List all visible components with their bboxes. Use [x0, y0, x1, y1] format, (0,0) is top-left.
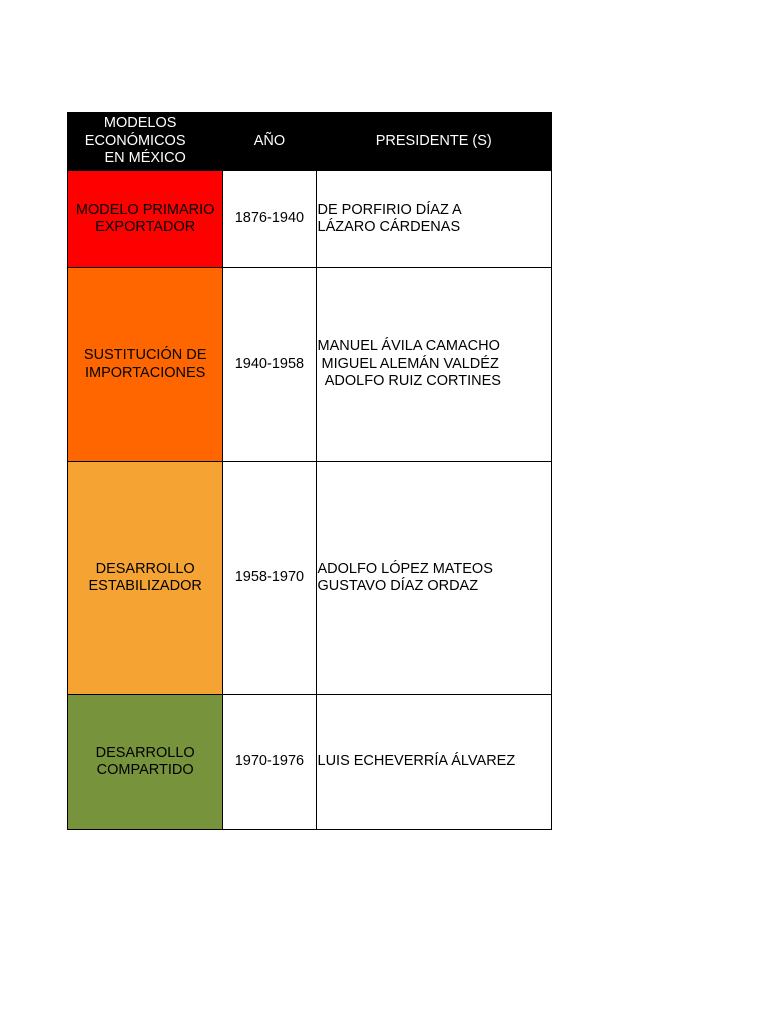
- year-cell: 1970-1976: [223, 695, 316, 830]
- president-line: ADOLFO LÓPEZ MATEOS: [317, 560, 493, 577]
- header-models-line: ECONÓMICOS: [84, 132, 186, 149]
- president-cell: [316, 462, 552, 695]
- header-models: [68, 113, 223, 171]
- president-line: DE PORFIRIO DÍAZ A: [317, 201, 462, 218]
- model-line: MODELO PRIMARIO: [75, 201, 215, 218]
- table-row: [68, 462, 552, 695]
- header-models-line: MODELOS: [103, 115, 177, 132]
- model-line: DESARROLLO: [95, 560, 195, 577]
- year-cell: 1940-1958: [223, 268, 316, 462]
- model-cell: [68, 268, 223, 462]
- header-president: PRESIDENTE (S): [316, 113, 552, 171]
- model-line: IMPORTACIONES: [85, 364, 206, 381]
- year-cell: 1876-1940: [223, 171, 316, 268]
- president-line: MANUEL ÁVILA CAMACHO: [317, 338, 500, 355]
- president-cell: [316, 171, 552, 268]
- model-line: DESARROLLO: [95, 744, 195, 761]
- president-cell: [316, 268, 552, 462]
- model-cell: [68, 695, 223, 830]
- model-line: SUSTITUCIÓN DE: [83, 347, 207, 363]
- table-body: [68, 171, 552, 830]
- economic-models-table: [67, 112, 552, 830]
- table-row: [68, 268, 552, 462]
- model-cell: [68, 171, 223, 268]
- header-year: AÑO: [223, 113, 316, 171]
- table-row: [68, 695, 552, 830]
- header-row: [68, 113, 552, 171]
- year-cell: 1958-1970: [223, 462, 316, 695]
- president-line: MIGUEL ALEMÁN VALDÉZ: [317, 355, 499, 372]
- table-header: [68, 113, 552, 171]
- president-line: ADOLFO RUIZ CORTINES: [317, 373, 501, 390]
- header-models-line: EN MÉXICO: [104, 150, 186, 167]
- model-line: ESTABILIZADOR: [88, 578, 202, 594]
- president-line: GUSTAVO DÍAZ ORDAZ: [317, 578, 479, 594]
- model-cell: [68, 462, 223, 695]
- model-line: EXPORTADOR: [95, 219, 196, 235]
- president-line: LÁZARO CÁRDENAS: [317, 219, 461, 235]
- model-line: COMPARTIDO: [96, 762, 194, 778]
- table-row: [68, 171, 552, 268]
- president-line: LUIS ECHEVERRÍA ÁLVAREZ: [317, 753, 516, 770]
- president-cell: [316, 695, 552, 830]
